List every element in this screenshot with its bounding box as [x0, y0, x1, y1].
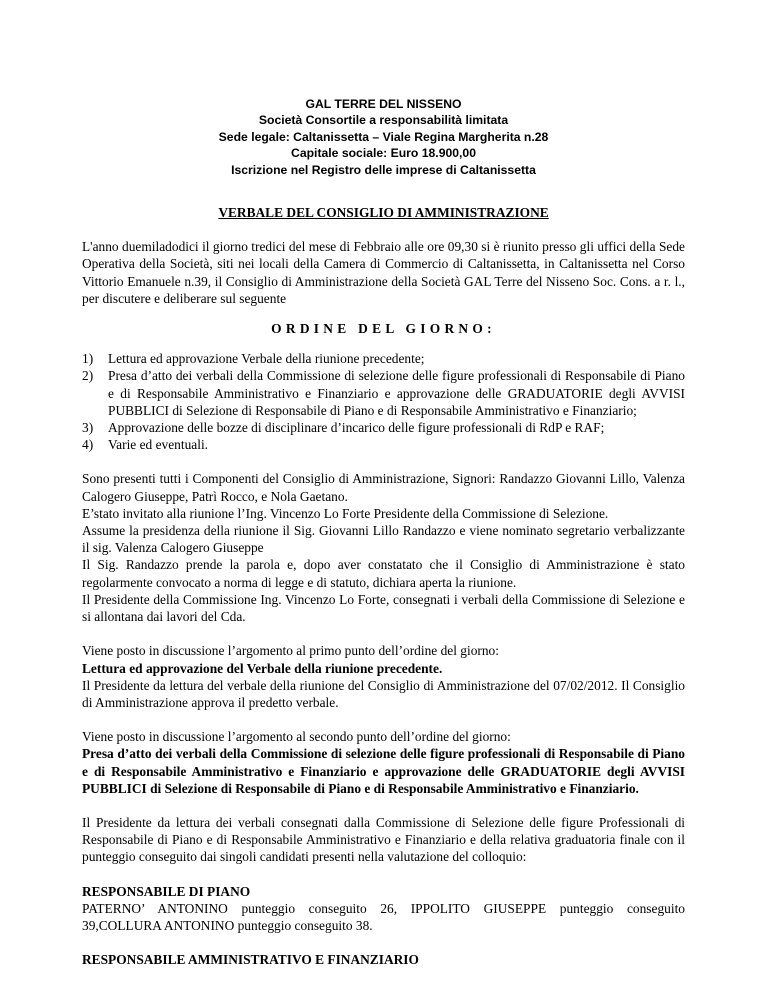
point1-body: Il Presidente da lettura del verbale della riunione del Consiglio di Amministrazione del 07/02/2012. Il Consiglio di Amministrazione approva il predetto verbale. [82, 677, 685, 710]
agenda-item-number: 1) [82, 351, 94, 367]
rdp-heading: RESPONSABILE DI PIANO [82, 883, 251, 899]
agenda-item [82, 419, 685, 436]
attendance-chair: Assume la presidenza della riunione il Sig. Giovanni Lillo Randazzo e viene nominato segretario verbalizzante il sig. Valenza Calogero Giuseppe [82, 523, 685, 556]
agenda-item [82, 436, 685, 453]
point1-heading: Lettura ed approvazione del Verbale della riunione precedente. [82, 660, 443, 676]
agenda-item [82, 367, 685, 419]
raf-block [82, 951, 685, 968]
agenda-item-text: Presa d’atto dei verbali della Commissione di selezione delle figure professionali di Responsabile di Piano e di Responsabile Amministrativo e Finanziario e approvazione delle GRADUATORIE degli AVVISI PUBBLICI di Selezione di Responsabile di Piano e di Responsabile Amministrativo e Finanziario; [108, 368, 685, 418]
point2-heading: Presa d’atto dei verbali della Commissione di selezione delle figure professionali di Responsabile di Piano e di Responsabile Amministrativo e Finanziario e approvazione delle GRADUATORIE degli AVVISI PUBBLICI di Selezione di Responsabile di Piano e di Responsabile Amministrativo e Finanziario. [82, 746, 685, 796]
agenda-item-number: 4) [82, 437, 94, 453]
agenda-item-text: Approvazione delle bozze di disciplinare d’incarico delle figure professionali di RdP e RAF; [108, 420, 605, 436]
company-type: Società Consortile a responsabilità limitata [258, 113, 509, 128]
agenda-item-number: 3) [82, 420, 94, 436]
attendance-members: Sono presenti tutti i Componenti del Consiglio di Amministrazione, Signori: Randazzo Giovanni Lillo, Valenza Calogero Giuseppe, Patrì Rocco, e Nola Gaetano. [82, 471, 685, 504]
agenda-item-text: Varie ed eventuali. [108, 437, 209, 453]
company-address: Sede legale: Caltanissetta – Viale Regina Margherita n.28 [218, 129, 549, 144]
rdp-block [82, 883, 685, 935]
company-name: GAL TERRE DEL NISSENO [305, 97, 462, 111]
company-capital: Capitale sociale: Euro 18.900,00 [291, 146, 476, 161]
agenda-item-text: Lettura ed approvazione Verbale della riunione precedente; [108, 351, 425, 367]
attendance-invited: E’stato invitato alla riunione l’Ing. Vincenzo Lo Forte Presidente della Commissione di Selezione. [82, 505, 609, 521]
company-header [82, 96, 685, 178]
point1-intro: Viene posto in discussione l’argomento al primo punto dell’ordine del giorno: [82, 643, 499, 659]
point2-body: Il Presidente da lettura dei verbali consegnati dalla Commissione di Selezione delle figure Professionali di Responsabile di Piano e di Responsabile Amministrativo e Finanziario e della relativa graduatoria finale con il punteggio conseguito dai singoli candidati presenti nella valutazione del colloquio: [82, 814, 685, 865]
agenda-list [82, 350, 685, 453]
rdp-scores: PATERNO’ ANTONINO punteggio conseguito 26, IPPOLITO GIUSEPPE punteggio conseguito 39,COLLURA ANTONINO punteggio conseguito 38. [82, 900, 685, 933]
agenda-item [82, 350, 685, 367]
document-title: VERBALE DEL CONSIGLIO DI AMMINISTRAZIONE [218, 205, 549, 221]
agenda-heading: ORDINE DEL GIORNO: [271, 321, 496, 337]
attendance-opening: Il Sig. Randazzo prende la parola e, dopo aver constatato che il Consiglio di Amministrazione è stato regolarmente convocato a norma di legge e di statuto, dichiara aperta la riunione. [82, 557, 685, 590]
agenda-item-number: 2) [82, 368, 94, 384]
raf-heading: RESPONSABILE AMMINISTRATIVO E FINANZIARIO [82, 952, 419, 968]
attendance-commission: Il Presidente della Commissione Ing. Vincenzo Lo Forte, consegnati i verbali della Commissione di Selezione e si allontana dai lavori del Cda. [82, 591, 685, 625]
document-body [82, 96, 685, 968]
point2-intro: Viene posto in discussione l’argomento al secondo punto dell’ordine del giorno: [82, 729, 511, 745]
point2-block [82, 728, 685, 797]
point1-block [82, 642, 685, 711]
attendance-block [82, 470, 685, 625]
intro-paragraph: L'anno duemiladodici il giorno tredici del mese di Febbraio alle ore 09,30 si è riunito presso gli uffici della Sede Operativa della Società, siti nei locali della Camera di Commercio di Caltanissetta, in Caltanissetta nel Corso Vittorio Emanuele n.39, il Consiglio di Amministrazione della Società GAL Terre del Nisseno Soc. Cons. a r. l., per discutere e deliberare sul seguente [82, 239, 685, 306]
company-registry: Iscrizione nel Registro delle imprese di Caltanissetta [231, 162, 536, 177]
